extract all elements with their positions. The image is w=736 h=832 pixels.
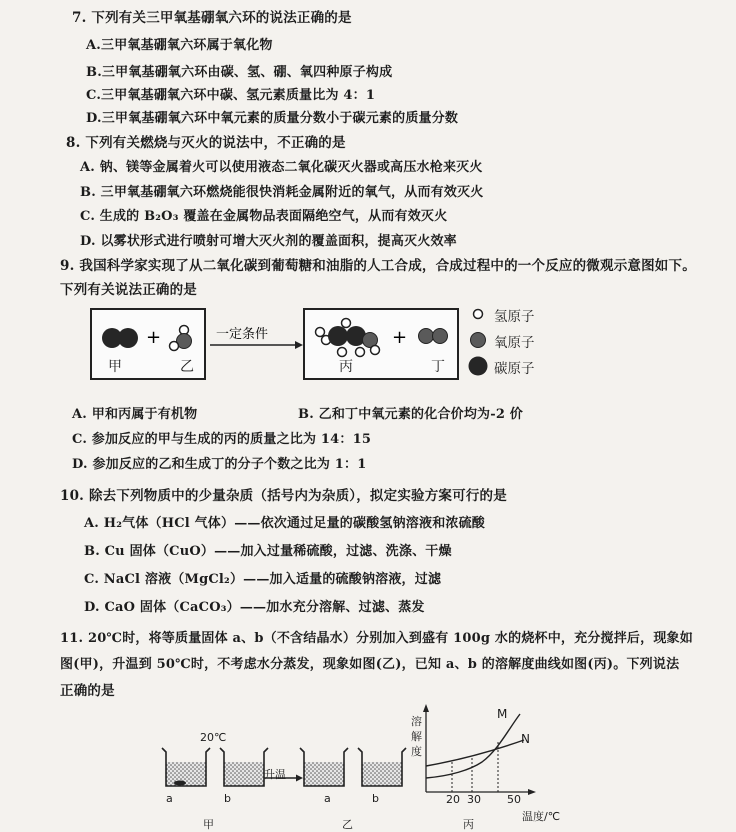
label-yi: 乙 bbox=[180, 359, 194, 375]
q9-option-d: D. 参加反应的乙和生成丁的分子个数之比为 1：1 bbox=[72, 457, 367, 472]
q7-option-c: C.三甲氧基硼氧六环中碳、氢元素质量比为 4：1 bbox=[86, 88, 376, 103]
solution-fill bbox=[166, 762, 206, 786]
q8-option-b: B. 三甲氧基硼氧六环燃烧能很快消耗金属附近的氧气，从而有效灭火 bbox=[80, 185, 484, 200]
beaker-temperature: 20℃ bbox=[200, 731, 227, 744]
hydrogen-atom bbox=[342, 319, 351, 328]
q9-stem-line2: 下列有关说法正确的是 bbox=[60, 282, 197, 298]
reaction-diagram bbox=[90, 300, 560, 390]
beaker-figure bbox=[150, 740, 430, 827]
label-bing: 丙 bbox=[339, 359, 353, 375]
oxygen-atom bbox=[433, 329, 448, 344]
label-jia: 甲 bbox=[108, 359, 122, 375]
legend-carbon: 碳原子 bbox=[494, 361, 535, 377]
q8-option-a: A. 钠、镁等金属着火可以使用液态二氧化碳灭火器或高压水枪来灭火 bbox=[80, 160, 483, 175]
beaker-label-a-2: a bbox=[324, 792, 331, 805]
q11-stem-line1: 11. 20℃时，将等质量固体 a、b（不含结晶水）分别加入到盛有 100g 水的烧杯中，充分搅拌后，现象如 bbox=[60, 631, 693, 646]
q8-option-d: D. 以雾状形式进行喷射可增大灭火剂的覆盖面积，提高灭火效率 bbox=[80, 234, 457, 249]
curve-n bbox=[426, 740, 524, 766]
curve-label-n: N bbox=[521, 732, 530, 746]
q10-option-d: D. CaO 固体（CaCO₃）——加水充分溶解、过滤、蒸发 bbox=[84, 600, 425, 615]
q9-stem-line1: 9. 我国科学家实现了从二氧化碳到葡萄糖和油脂的人工合成，合成过程中的一个反应的微观示意图如下。 bbox=[60, 258, 696, 274]
q7-option-a: A.三甲氧基硼氧六环属于氧化物 bbox=[86, 38, 273, 53]
beaker-label-b-2: b bbox=[372, 792, 379, 805]
x-axis-arrow bbox=[528, 789, 536, 795]
carbon-atom bbox=[328, 326, 348, 346]
legend-carbon-icon bbox=[469, 357, 488, 376]
molecule-yi bbox=[170, 326, 192, 351]
figure-label-jia: 甲 bbox=[203, 818, 214, 831]
solubility-graph bbox=[420, 700, 570, 800]
q10-option-b: B. Cu 固体（CuO）——加入过量稀硫酸，过滤、洗涤、干燥 bbox=[84, 544, 452, 559]
x-tick-20: 20 bbox=[446, 793, 460, 806]
molecule-bing bbox=[316, 319, 380, 357]
arrow-head bbox=[296, 775, 303, 782]
q8-stem: 8. 下列有关燃烧与灭火的说法中，不正确的是 bbox=[66, 135, 346, 151]
label-ding: 丁 bbox=[431, 359, 445, 375]
legend-oxygen: 氧原子 bbox=[494, 335, 535, 351]
arrow-head bbox=[295, 341, 303, 349]
molecule-ding bbox=[419, 329, 448, 344]
q7-stem: 7. 下列有关三甲氧基硼氧六环的说法正确的是 bbox=[72, 10, 352, 26]
q10-stem: 10. 除去下列物质中的少量杂质（括号内为杂质），拟定实验方案可行的是 bbox=[60, 488, 507, 504]
x-tick-50: 50 bbox=[507, 793, 521, 806]
hydrogen-atom bbox=[316, 328, 325, 337]
reaction-condition: 一定条件 bbox=[216, 327, 269, 342]
beaker-a-50c bbox=[300, 748, 348, 786]
q10-option-c: C. NaCl 溶液（MgCl₂）——加入适量的硫酸钠溶液，过滤 bbox=[84, 572, 442, 587]
x-tick-30: 30 bbox=[467, 793, 481, 806]
hydrogen-atom bbox=[170, 342, 179, 351]
oxygen-atom bbox=[419, 329, 434, 344]
x-axis-label: 温度/℃ bbox=[522, 810, 561, 823]
solution-fill bbox=[224, 762, 264, 786]
hydrogen-atom bbox=[356, 348, 365, 357]
figure-label-yi: 乙 bbox=[342, 818, 353, 831]
legend-oxygen-icon bbox=[471, 333, 486, 348]
q7-option-b: B.三甲氧基硼氧六环由碳、氢、硼、氧四种原子构成 bbox=[86, 65, 393, 80]
solution-fill bbox=[362, 762, 402, 786]
q11-stem-line3: 正确的是 bbox=[60, 683, 115, 699]
figure-label-bing: 丙 bbox=[463, 818, 474, 831]
solution-fill bbox=[304, 762, 344, 786]
heating-label: 升温 bbox=[264, 768, 286, 781]
plus-right: + bbox=[392, 327, 408, 348]
beaker-b-20c bbox=[220, 748, 268, 786]
beaker-a-20c bbox=[162, 748, 210, 786]
q10-option-a: A. H₂气体（HCl 气体）——依次通过足量的碳酸氢钠溶液和浓硫酸 bbox=[84, 516, 486, 531]
y-label-char: 度 bbox=[411, 745, 422, 758]
legend-hydrogen: 氢原子 bbox=[494, 309, 535, 325]
legend-hydrogen-icon bbox=[474, 310, 483, 319]
y-axis-arrow bbox=[423, 704, 429, 712]
plus-left: + bbox=[146, 327, 162, 348]
q9-option-a: A. 甲和丙属于有机物 bbox=[72, 407, 198, 422]
q9-option-c: C. 参加反应的甲与生成的丙的质量之比为 14：15 bbox=[72, 432, 372, 447]
carbon-atom bbox=[118, 328, 138, 348]
q8-option-c: C. 生成的 B₂O₃ 覆盖在金属物品表面隔绝空气，从而有效灭火 bbox=[80, 209, 448, 224]
y-label-char: 解 bbox=[411, 730, 422, 743]
beaker-label-a-1: a bbox=[166, 792, 173, 805]
undissolved-solid bbox=[174, 781, 186, 786]
beaker-b-50c bbox=[358, 748, 406, 786]
q11-stem-line2: 图(甲)，升温到 50℃时，不考虑水分蒸发，现象如图(乙)，已知 a、b 的溶解度曲线如图(丙)。下列说法 bbox=[60, 657, 680, 672]
q9-option-b: B. 乙和丁中氧元素的化合价均为-2 价 bbox=[298, 407, 524, 422]
y-label-char: 溶 bbox=[411, 715, 422, 728]
q7-option-d: D.三甲氧基硼氧六环中氧元素的质量分数小于碳元素的质量分数 bbox=[86, 111, 459, 126]
curve-label-m: M bbox=[497, 707, 508, 721]
graph-y-label bbox=[411, 714, 423, 759]
hydrogen-atom bbox=[371, 346, 380, 355]
molecule-jia bbox=[102, 328, 138, 348]
beaker-label-b-1: b bbox=[224, 792, 231, 805]
